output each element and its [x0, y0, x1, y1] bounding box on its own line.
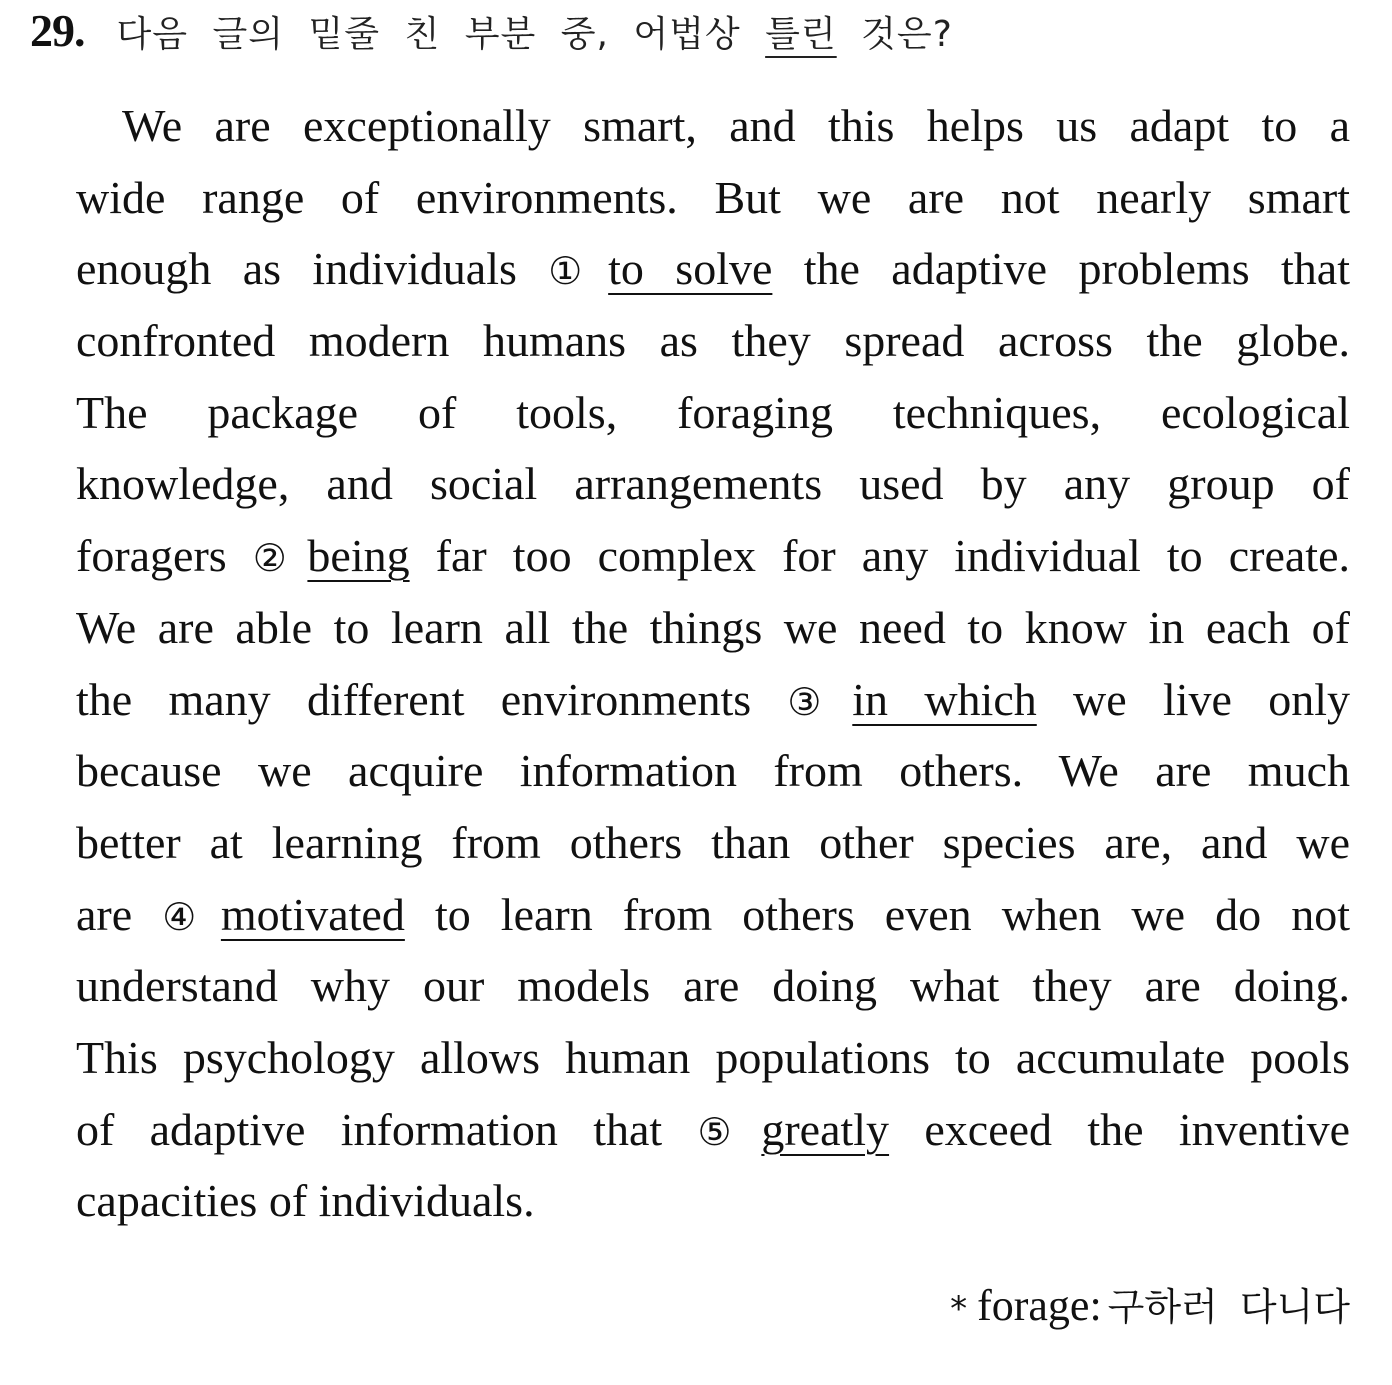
choice-number-marker: ⑤ [697, 1109, 756, 1154]
passage-line: are ④ motivated to learn from others even when we do not [76, 888, 1350, 940]
question-header [30, 4, 953, 60]
underlined-choice-phrase: to solve [608, 243, 773, 295]
passage-line: confronted modern humans as they spread across the globe. [76, 315, 1350, 367]
footnote-asterisk: * [950, 1289, 968, 1329]
prompt-underlined-word: 틀린 [765, 14, 837, 55]
passage-line: enough as individuals ① to solve the adaptive problems that [76, 243, 1350, 295]
choice-number-marker: ④ [162, 894, 215, 939]
passage-line: wide range of environments. But we are not nearly smart [76, 171, 1350, 223]
passage-line: foragers ② being far too complex for any individual to create. [76, 530, 1350, 582]
question-prompt [117, 6, 953, 57]
footnote-term: forage: [977, 1281, 1102, 1330]
choice-number-marker: ② [252, 536, 302, 581]
question-number: 29. [30, 5, 85, 56]
footnote [950, 1276, 1350, 1336]
passage-line: capacities of individuals. [76, 1175, 535, 1227]
underlined-choice-phrase: being [307, 530, 410, 582]
footnote-gloss: 구하러 다니다 [1107, 1285, 1350, 1329]
passage-line: of adaptive information that ⑤ greatly exceed the inventive [76, 1103, 1350, 1155]
passage-line: knowledge, and social arrangements used by any group of [76, 458, 1350, 510]
passage-line: because we acquire information from others. We are much [76, 745, 1350, 797]
passage-line: This psychology allows human populations to accumulate pools [76, 1031, 1350, 1083]
passage-line: We are able to learn all the things we need to know in each of [76, 601, 1350, 653]
underlined-choice-phrase: in which [852, 673, 1037, 725]
passage-line: the many different environments ③ in which we live only [76, 673, 1350, 725]
passage-body [76, 90, 1350, 1237]
choice-number-marker: ③ [787, 679, 847, 724]
underlined-choice-phrase: greatly [761, 1103, 890, 1155]
passage-line: We are exceptionally smart, and this helps us adapt to a [122, 100, 1350, 151]
choice-number-marker: ① [548, 249, 603, 294]
underlined-choice-phrase: motivated [220, 888, 405, 940]
passage-line: understand why our models are doing what they are doing. [76, 960, 1350, 1012]
passage-line: better at learning from others than other species are, and we [76, 816, 1350, 868]
passage-line: The package of tools, foraging techniques, ecological [76, 386, 1350, 438]
prompt-text-after: 것은? [836, 14, 953, 55]
prompt-text-before: 다음 글의 밑줄 친 부분 중, 어법상 [116, 14, 766, 55]
